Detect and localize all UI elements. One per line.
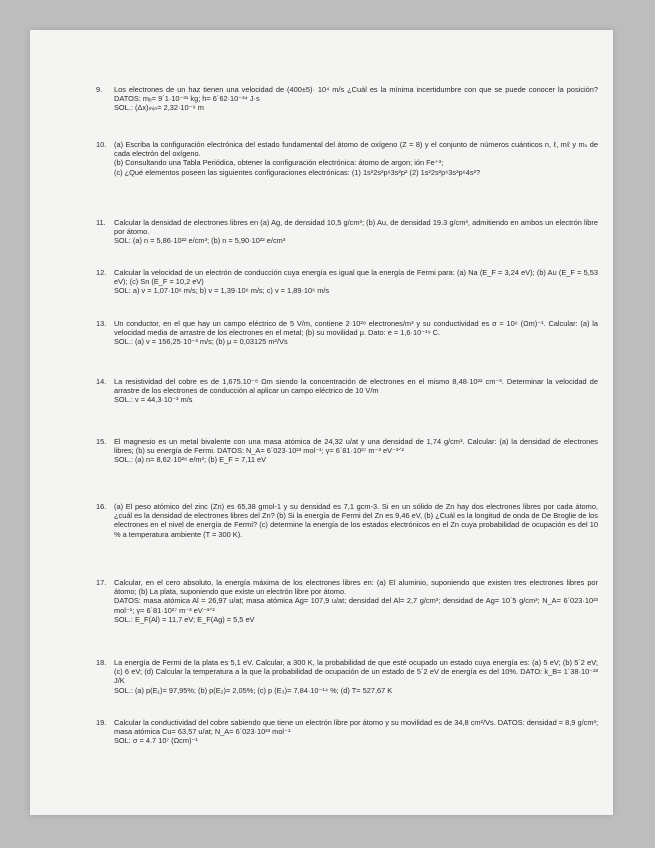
problem-number: 12. [96,268,107,277]
problem-text: DATOS: masa atómica Al = 26,97 u/at; masa atómica Ag= 107,9 u/at; densidad del Al= 2,7 g/cm³; densidad de Ag= 10´5 g/cm³; N_A= 6´023·10²³ mol⁻¹; γ= 6´81·10²⁷ m⁻³ eV⁻³ᐟ² [114,596,598,615]
solution-text: SOL: a) v = 1,07·10⁶ m/s; b) v = 1,39·10⁶ m/s; c) v = 1,89·10⁶ m/s [114,286,330,296]
document-page [30,30,613,815]
problem-13 [96,319,598,347]
problem-11 [96,218,598,246]
problem-12 [96,268,598,296]
solution-text: SOL.: (a) v = 156,25·10⁻³ m/s; (b) μ = 0,03125 m²/Vs [114,337,288,347]
problem-text: Un conductor, en el que hay un campo eléctrico de 5 V/m, contiene 2·10²⁸ electrones/m³ y su conductividad es σ = 10⁶ (Ωm)⁻¹. Calcular: (a) la velocidad media de arrastre de los electrones en el metal; (b) su movilidad μ. Dato: e = 1,6·10⁻¹⁹ C. [114,319,598,338]
problem-number: 16. [96,502,107,511]
problem-text: (c) ¿Qué elementos poseen las siguientes configuraciones electrónicas: (1) 1s²2s²p⁶3s²p² (2) 1s²2s²p⁶3s²p⁶4s²? [114,167,481,177]
problem-text: La energía de Fermi de la plata es 5,1 eV. Calcular, a 300 K, la probabilidad de que esté ocupado un estado cuya energía es: (a) 5 eV; (b) 5´2 eV; (c) 6 eV; (d) Calcular la temperatura a la que la probabilidad de ocupación de un estado de 5´2 eV de energía es del 10%. DATO: k_B= 1´38·10⁻²³ J/K [114,658,598,686]
problem-18 [96,658,598,695]
solution-text: SOL.: E_F(Al) = 11,7 eV; E_F(Ag) = 5,5 eV [114,614,255,624]
problem-17 [96,578,598,624]
problem-text: (b) Consultando una Tabla Periódica, obtener la configuración electrónica: átomo de argon; ión Fe⁺³; [114,158,444,168]
problem-number: 17. [96,578,107,587]
solution-text: SOL: (a) n = 5,86·10²² e/cm³; (b) n = 5,90·10²² e/cm³ [114,236,286,246]
problem-number: 14. [96,377,107,386]
problem-number: 15. [96,437,107,446]
problem-text: Calcular, en el cero absoluto, la energía máxima de los electrones libres en: (a) El aluminio, suponiendo que existen tres electrones libres por átomo; (b) La plata, suponiendo que existe un electrón libre por átomo. [114,578,598,597]
problem-15 [96,437,598,465]
problem-number: 13. [96,319,107,328]
problem-text: (a) Escriba la configuración electrónica del estado fundamental del átomo de oxígeno (Z = 8) y el conjunto de números cuánticos n, ℓ, mℓ y mₛ de cada electrón del oxígeno. [114,140,598,159]
problem-10 [96,140,598,177]
problem-number: 11. [96,218,106,227]
problem-text: Calcular la conductividad del cobre sabiendo que tiene un electrón libre por átomo y su movilidad es de 34,8 cm²/Vs. DATOS: densidad = 8,9 g/cm³; masa atómica Cu= 63,57 u/at; N_A= 6´023·10²³ mol⁻¹ [114,718,598,737]
solution-text: SOL.: (Δx)ₘᵢₙ= 2,32·10⁻⁹ m [114,103,204,113]
problem-text: (a) El peso atómico del zinc (Zn) es 65,38 gmol-1 y su densidad es 7,1 gcm-3. Si en un sólido de Zn hay dos electrones libres por cada átomo, ¿cuál es la densidad de electrones libres del Zn? (b) Si la energía de Fermi del Zn es 9,46 eV, (b) ¿Cuál es la longitud de onda de De Broglie de los electrones en el nivel de energía de Fermi? (c) determine la energía de los estados electrónicos en el Zn cuya probabilidad de ocupación es del 10 % a temperatura ambiente (T = 300 K). [114,502,598,539]
problem-9 [96,85,598,113]
solution-text: SOL: σ = 4.7 10⁷ (Ωcm)⁻¹ [114,736,198,746]
problem-text: Calcular la densidad de electrones libres en (a) Ag, de densidad 10,5 g/cm³; (b) Au, de densidad 19.3 g/cm³, admitiendo en ambos un electrón libre por átomo. [114,218,598,237]
problem-number: 9. [96,85,103,94]
solution-text: SOL.: v = 44,3·10⁻³ m/s [114,395,193,405]
problem-16 [96,502,598,539]
solution-text: SOL.: (a) n= 8,62·10²⁸ e/m³; (b) E_F = 7,11 eV [114,455,267,465]
problem-19 [96,718,598,746]
problem-text: La resistividad del cobre es de 1,675.10⁻⁸ Ωm siendo la concentración de electrones en el mismo 8,48·10²² cm⁻³. Determinar la velocidad de arrastre de los electrones de conducción al aplicar un campo eléctrico de 10 V/m [114,377,598,396]
problem-14 [96,377,598,405]
problem-text: El magnesio es un metal bivalente con una masa atómica de 24,32 u/at y una densidad de 1,74 g/cm³. Calcular: (a) la densidad de electrones libres; (b) su energía de Fermi. DATOS: N_A= 6´023·10²³ mol⁻¹; γ= 6´81·10²⁷ m⁻³ eV⁻³ᐟ² [114,437,598,456]
problem-number: 10. [96,140,107,149]
problem-text: Los electrones de un haz tienen una velocidad de (400±5)· 10⁴ m/s ¿Cuál es la mínima incertidumbre con que se puede conocer la posición? DATOS: mₑ= 9´1·10⁻³¹ kg; h= 6´62·10⁻³⁴ J·s [114,85,598,104]
problem-text: Calcular la velocidad de un electrón de conducción cuya energía es igual que la energía de Fermi para: (a) Na (E_F = 3,24 eV); (b) Au (E_F = 5,53 eV); (c) Sn (E_F = 10,2 eV) [114,268,598,287]
problem-number: 18. [96,658,107,667]
solution-text: SOL.: (a) p(E₁)= 97,95%; (b) p(E₂)= 2,05%; (c) p (E₃)= 7,84·10⁻¹⁴ %; (d) T= 527,67 K [114,685,393,695]
problem-number: 19. [96,718,107,727]
